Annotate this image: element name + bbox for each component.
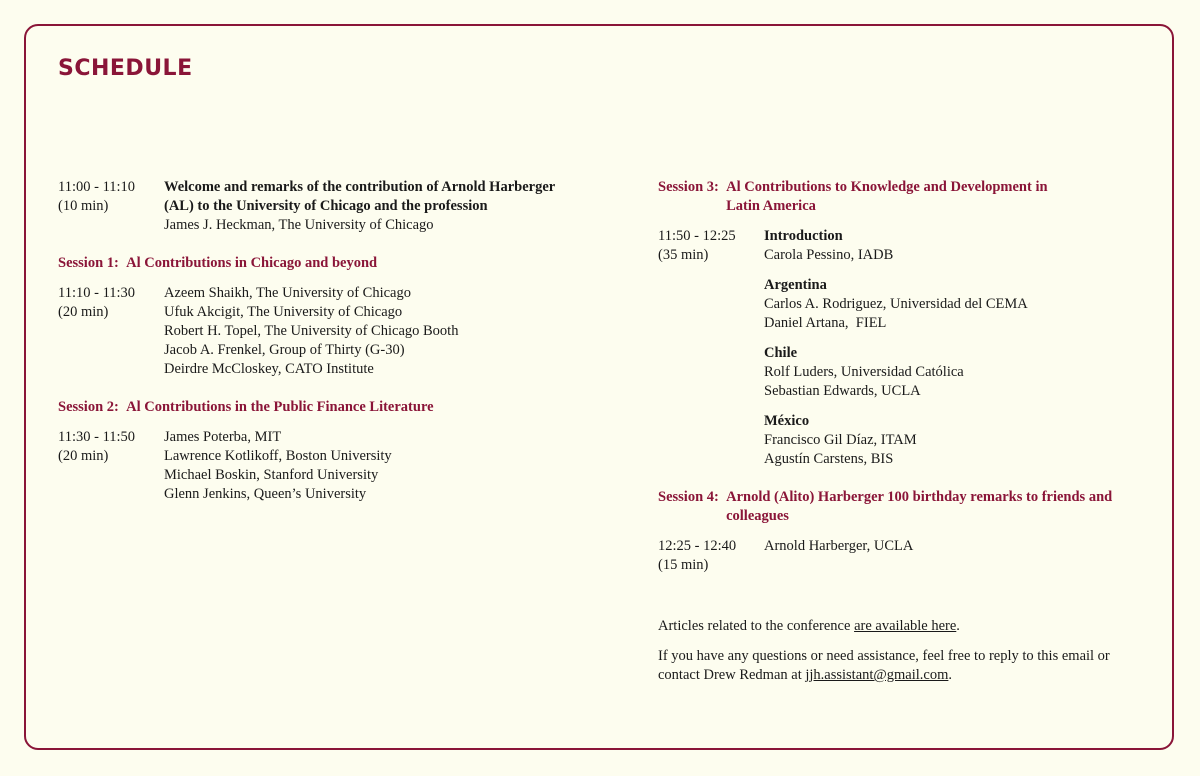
contact-prefix: If you have any questions or need assistance, feel free to reply to this email or contact Drew Redman at (658, 648, 1110, 683)
speaker: Deirdre McCloskey, CATO Institute (164, 361, 374, 377)
session-1-title: Al Contributions in Chicago and beyond (126, 255, 378, 271)
contact-suffix: . (948, 667, 953, 683)
speaker: Daniel Artana, FIEL (764, 315, 887, 331)
articles-prefix: Articles related to the conference (658, 618, 855, 634)
session-2-heading (58, 398, 578, 417)
group-mexico (764, 412, 1178, 469)
session-4-duration: (15 min) (658, 557, 709, 573)
group-heading: Introduction (764, 228, 843, 244)
speaker: Francisco Gil Díaz, ITAM (764, 432, 917, 448)
group-introduction (764, 227, 1178, 265)
speaker: Agustín Carstens, BIS (764, 451, 894, 467)
speaker: Arnold Harberger, UCLA (764, 538, 914, 554)
session-1-block (58, 284, 578, 379)
speaker: Azeem Shaikh, The University of Chicago (164, 285, 411, 301)
right-column (658, 178, 1178, 696)
articles-link[interactable]: are available here (854, 618, 957, 634)
speaker: Sebastian Edwards, UCLA (764, 383, 921, 399)
group-heading: Chile (764, 345, 798, 361)
articles-note (658, 617, 1138, 636)
session-2-duration: (20 min) (58, 448, 109, 464)
session-3-heading (658, 178, 1078, 216)
contact-note (658, 647, 1138, 685)
contact-email-link[interactable]: jjh.assistant@gmail.com (805, 667, 949, 683)
session-2-time: 11:30 - 11:50 (58, 429, 136, 445)
group-heading: México (764, 413, 810, 429)
session-3-title: Al Contributions to Knowledge and Development in Latin America (726, 179, 1048, 214)
session-1-duration: (20 min) (58, 304, 109, 320)
welcome-block (58, 178, 578, 235)
speaker: Rolf Luders, Universidad Católica (764, 364, 964, 380)
session-2-number: Session 2: (58, 399, 127, 415)
speaker: Jacob A. Frenkel, Group of Thirty (G-30) (164, 342, 405, 358)
session-4-title: Arnold (Alito) Harberger 100 birthday remarks to friends and colleagues (726, 489, 1113, 524)
session-3-time: 11:50 - 12:25 (658, 228, 736, 244)
speaker: Glenn Jenkins, Queen’s University (164, 486, 367, 502)
speaker: Michael Boskin, Stanford University (164, 467, 379, 483)
group-heading: Argentina (764, 277, 827, 293)
welcome-speaker: James J. Heckman, The University of Chicago (164, 217, 434, 233)
session-3-number: Session 3: (658, 179, 727, 195)
session-1-time: 11:10 - 11:30 (58, 285, 136, 301)
welcome-time: 11:00 - 11:10 (58, 179, 136, 195)
left-column (58, 178, 578, 523)
welcome-heading: Welcome and remarks of the contribution of Arnold Harberger (AL) to the University of Chicago and the profession (164, 179, 555, 214)
page-title: SCHEDULE (58, 56, 193, 81)
session-1-heading (58, 254, 578, 273)
welcome-duration: (10 min) (58, 198, 109, 214)
session-2-block (58, 428, 578, 504)
speaker: Ufuk Akcigit, The University of Chicago (164, 304, 403, 320)
session-3-block (658, 227, 1178, 469)
speaker: Carola Pessino, IADB (764, 247, 894, 263)
session-4-time: 12:25 - 12:40 (658, 538, 737, 554)
speaker: Robert H. Topel, The University of Chicago Booth (164, 323, 459, 339)
footer-notes (658, 617, 1138, 685)
articles-suffix: . (956, 618, 960, 634)
speaker: Carlos A. Rodriguez, Universidad del CEMA (764, 296, 1028, 312)
session-4-block (658, 537, 1178, 575)
session-3-duration: (35 min) (658, 247, 709, 263)
session-2-title: Al Contributions in the Public Finance Literature (126, 399, 434, 415)
speaker: James Poterba, MIT (164, 429, 282, 445)
speaker: Lawrence Kotlikoff, Boston University (164, 448, 392, 464)
session-4-number: Session 4: (658, 489, 727, 505)
group-argentina (764, 276, 1178, 333)
session-4-heading (658, 488, 1138, 526)
session-1-number: Session 1: (58, 255, 127, 271)
group-chile (764, 344, 1178, 401)
welcome-time-cell (58, 178, 164, 235)
